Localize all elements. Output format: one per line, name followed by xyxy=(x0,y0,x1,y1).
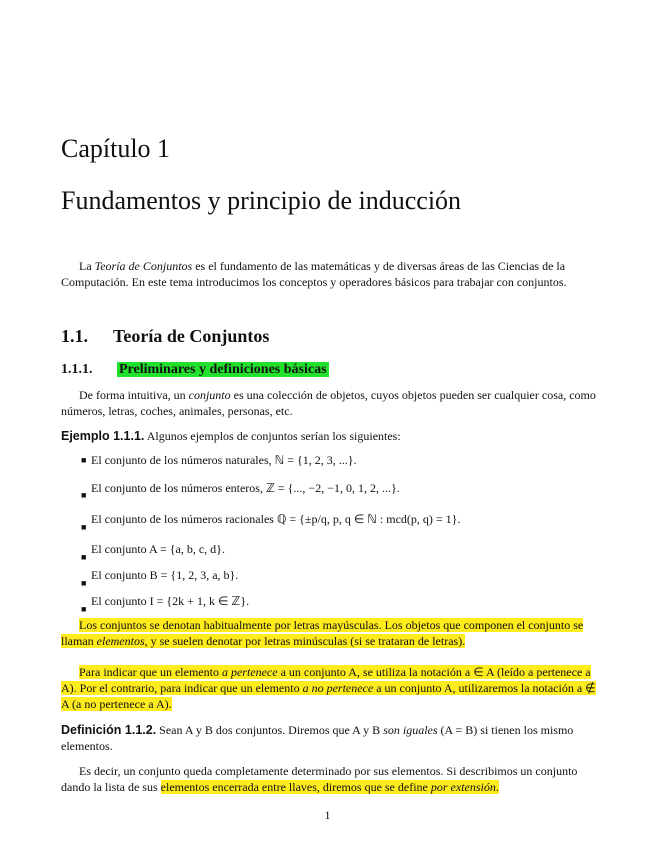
para4-text-a: Es decir, un conjunto queda completamente determinado por sus elementos. Si describimos un conjunto dando la lista de sus xyxy=(61,764,578,794)
bullet-icon: ■ xyxy=(81,604,87,614)
list-item xyxy=(61,506,581,536)
paragraph-notation-sets xyxy=(61,617,597,649)
bullet-icon: ■ xyxy=(81,490,87,500)
para2-emphasis: elementos xyxy=(96,634,145,648)
section-title: Teoría de Conjuntos xyxy=(113,326,270,346)
definition-label: Definición 1.1.2. xyxy=(61,723,157,737)
chapter-label: Capítulo 1 xyxy=(61,134,171,163)
para3-emphasis-1: a pertenece xyxy=(221,665,278,679)
intro-text-a: La xyxy=(79,259,95,273)
list-item-text: El conjunto A = {a, b, c, d}. xyxy=(91,542,225,556)
para4-text-c: . xyxy=(495,780,499,794)
example-label: Ejemplo 1.1.1. xyxy=(61,429,145,443)
list-item-text: El conjunto de los números enteros, ℤ = {..., −2, −1, 0, 1, 2, ...}. xyxy=(91,481,400,495)
section-heading xyxy=(61,326,269,347)
para2-text-a: Los conjuntos se denotan habitualmente por letras mayúsculas. Los objetos que componen el conjunto se llaman xyxy=(61,618,584,648)
example-block xyxy=(61,428,597,444)
para1-emphasis: conjunto xyxy=(188,388,231,402)
subsection-title: Preliminares y definiciones básicas xyxy=(119,362,327,377)
para3-text-c: a un conjunto A, utilizaremos la notación a ∉ A (a no pertenece a A). xyxy=(61,681,596,711)
page-number: 1 xyxy=(324,808,331,822)
paragraph-intuitive xyxy=(61,387,597,419)
bullet-icon: ■ xyxy=(81,552,87,562)
bullet-icon: ■ xyxy=(81,455,87,465)
bullet-icon: ■ xyxy=(81,522,87,532)
section-number: 1.1. xyxy=(61,326,88,346)
bullet-icon: ■ xyxy=(81,578,87,588)
para4-highlight: elementos encerrada entre llaves, diremos que se define xyxy=(160,780,431,794)
list-item-text: El conjunto B = {1, 2, 3, a, b}. xyxy=(91,568,239,582)
examples-list xyxy=(61,450,581,614)
para3-text-b: a un conjunto A, se utiliza la notación a ∈ A (leído a pertenece a A). Por el contrario, para indicar que un elemento xyxy=(61,665,591,695)
list-item-text: El conjunto de los números racionales ℚ = {±p/q, p, q ∈ ℕ : mcd(p, q) = 1}. xyxy=(91,512,461,526)
list-item xyxy=(61,450,581,476)
definition-emphasis: son iguales xyxy=(383,723,438,737)
list-item xyxy=(61,476,581,506)
list-item-text: El conjunto de los números naturales, ℕ = {1, 2, 3, ...}. xyxy=(91,453,357,467)
list-item-text: El conjunto I = {2k + 1, k ∈ ℤ}. xyxy=(91,594,250,608)
intro-emphasis: Teoría de Conjuntos xyxy=(94,259,193,273)
list-item xyxy=(61,562,581,588)
subsection-number: 1.1.1. xyxy=(61,362,93,377)
para2-text-b: , y se suelen denotar por letras minúsculas (si se trataran de letras). xyxy=(144,634,466,648)
para3-text-a: Para indicar que un elemento xyxy=(79,665,222,679)
chapter-title: Fundamentos y principio de inducción xyxy=(61,186,462,215)
paragraph-extension xyxy=(61,763,597,795)
definition-text-b: (A = B) si tienen los mismo elementos. xyxy=(61,723,574,753)
para1-text-a: De forma intuitiva, un xyxy=(79,388,189,402)
example-text: Algunos ejemplos de conjuntos serían los siguientes: xyxy=(144,429,401,443)
para1-text-b: es una colección de objetos, cuyos objetos pueden ser cualquier cosa, como números, letras, coches, animales, personas, etc. xyxy=(61,388,596,418)
definition-block xyxy=(61,722,597,754)
list-item xyxy=(61,536,581,562)
list-item xyxy=(61,588,581,614)
paragraph-membership xyxy=(61,664,597,712)
definition-text-a: Sean A y B dos conjuntos. Diremos que A y B xyxy=(156,723,384,737)
para4-emphasis: por extensión xyxy=(430,780,496,794)
intro-text-b: es el fundamento de las matemáticas y de diversas áreas de las Ciencias de la Computación. En este tema introducimos los conceptos y operadores básicos para trabajar con conjuntos. xyxy=(61,259,567,289)
intro-paragraph xyxy=(61,258,597,290)
subsection-heading xyxy=(61,362,329,378)
para3-emphasis-2: a no pertenece xyxy=(302,681,374,695)
